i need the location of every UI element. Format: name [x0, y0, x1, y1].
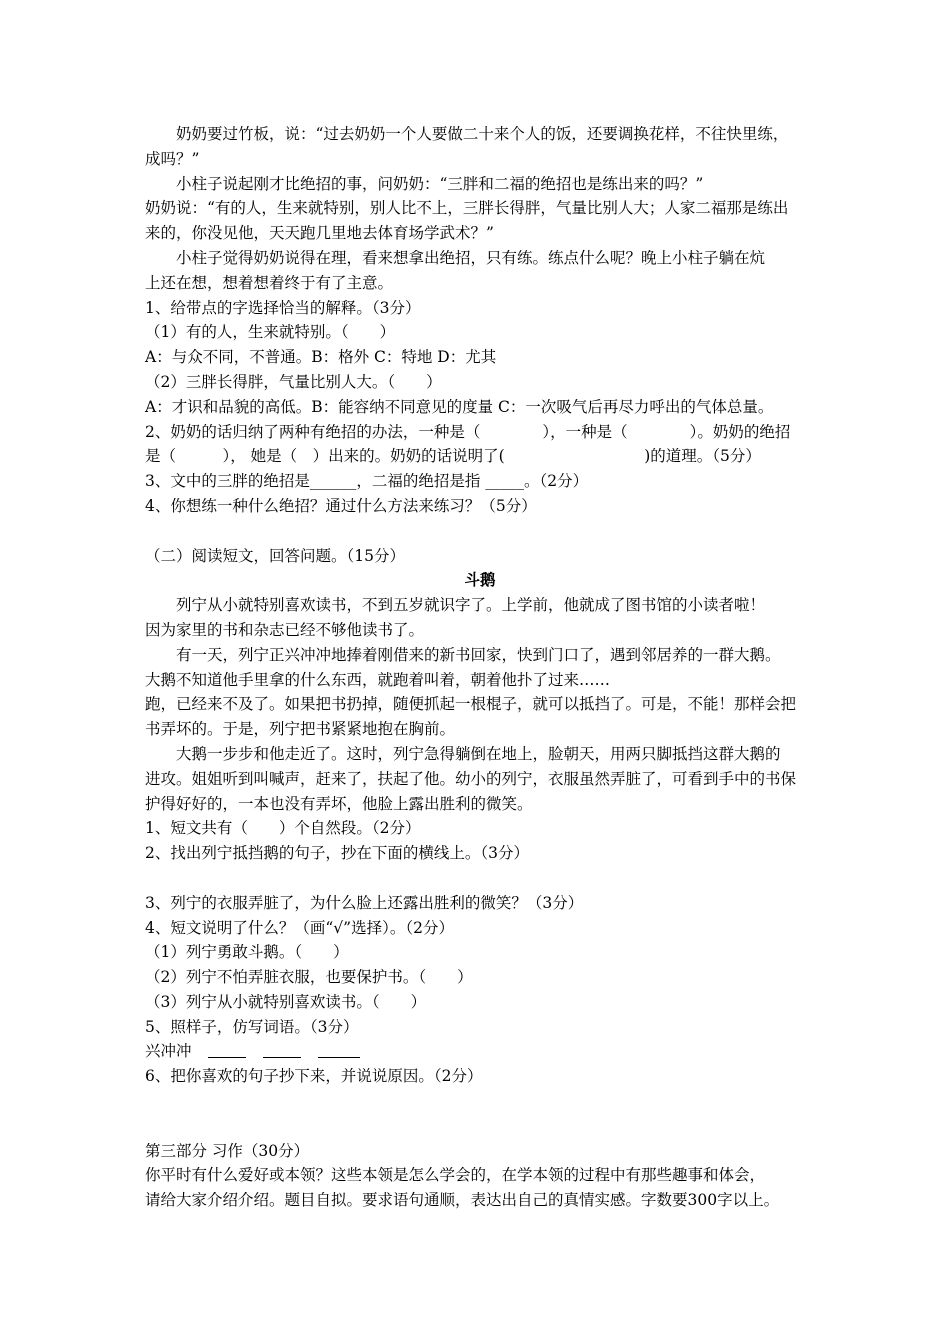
option-line: （1）列宁勇敢斗鹅。（ ）	[145, 943, 349, 962]
question-line: 5、照样子，仿写词语。（3分）	[145, 1017, 359, 1036]
question-line: 4、短文说明了什么？（画“√”选择）。（2分）	[145, 918, 454, 937]
answer-space	[145, 866, 815, 891]
question-line: （2）三胖长得胖，气量比别人大。（ ）	[145, 372, 442, 391]
question-line: 6、把你喜欢的句子抄下来，并说说原因。（2分）	[145, 1067, 483, 1086]
story-line: 因为家里的书和杂志已经不够他读书了。	[145, 620, 425, 639]
story-line: 有一天，列宁正兴冲冲地捧着刚借来的新书回家，快到门口了，遇到邻居养的一群大鹅。	[176, 645, 781, 664]
option-line: （2）列宁不怕弄脏衣服，也要保护书。（ ）	[145, 968, 473, 987]
spacer	[145, 1089, 815, 1114]
question-line: 4、你想练一种什么绝招？通过什么方法来练习？（5分）	[145, 496, 537, 515]
section-heading: 第三部分 习作（30分）	[145, 1141, 310, 1160]
answer-blank[interactable]	[208, 1041, 246, 1058]
passage-line: 小柱子觉得奶奶说得在理，看来想拿出绝招，只有练。练点什么呢？晚上小柱子躺在炕	[176, 248, 766, 267]
word-example-line	[145, 1039, 815, 1064]
story-line: 书弄坏的。于是，列宁把书紧紧地抱在胸前。	[145, 720, 456, 739]
story-line: 进攻。姐姐听到叫喊声，赶来了，扶起了他。幼小的列宁，衣服虽然弄脏了，可看到手中的书保	[145, 769, 797, 788]
exam-page	[145, 122, 815, 1213]
answer-blank[interactable]	[318, 1041, 360, 1058]
story-line: 大鹅不知道他手里拿的什么东西，就跑着叫着，朝着他扑了过来……	[145, 670, 611, 689]
essay-prompt-line: 你平时有什么爱好或本领？这些本领是怎么学会的，在学本领的过程中有那些趣事和体会，	[145, 1166, 766, 1185]
option-line: （3）列宁从小就特别喜欢读书。（ ）	[145, 992, 427, 1011]
passage-line: 奶奶说：“有的人，生来就特别，别人比不上，三胖长得胖，气量比别人大；人家二福那是练出	[145, 199, 789, 218]
question-line: 是（ ）， 她是（ ）出来的。奶奶的话说明了( )的道理。（5分）	[145, 447, 761, 466]
question-line: （1）有的人，生来就特别。（ ）	[145, 323, 396, 342]
question-line: 2、找出列宁抵挡鹅的句子，抄在下面的横线上。（3分）	[145, 844, 529, 863]
question-line: 1、给带点的字选择恰当的解释。（3分）	[145, 298, 421, 317]
passage-line: 成吗？”	[145, 149, 200, 168]
question-line: 1、短文共有（ ）个自然段。（2分）	[145, 819, 421, 838]
story-title: 斗鹅	[464, 570, 496, 590]
essay-prompt-line: 请给大家介绍介绍。题目自拟。要求语句通顺，表达出自己的真情实感。字数要300字以上。	[145, 1191, 780, 1210]
question-line: 2、奶奶的话归纳了两种有绝招的办法，一种是（ ），一种是（ ）。奶奶的绝招	[145, 422, 791, 441]
story-line: 列宁从小就特别喜欢读书，不到五岁就识字了。上学前，他就成了图书馆的小读者啦！	[176, 596, 766, 615]
story-line: 大鹅一步步和他走近了。这时，列宁急得躺倒在地上，脸朝天，用两只脚抵挡这群大鹅的	[176, 744, 781, 763]
passage-line: 奶奶要过竹板，说：“过去奶奶一个人要做二十来个人的饭，还要调换花样，不往快里练，	[176, 125, 789, 143]
passage-line: 上还在想，想着想着终于有了主意。	[145, 273, 394, 292]
question-line: 3、文中的三胖的绝招是______，二福的绝招是指 _____。（2分）	[145, 472, 589, 491]
section-heading: （二）阅读短文，回答问题。（15分）	[145, 546, 405, 565]
answer-blank[interactable]	[263, 1041, 301, 1058]
question-line: 3、列宁的衣服弄脏了，为什么脸上还露出胜利的微笑？（3分）	[145, 893, 584, 912]
spacer	[145, 519, 815, 544]
question-line: A：才识和品貌的高低。B：能容纳不同意见的度量 C：一次吸气后再尽力呼出的气体总量。	[145, 397, 774, 416]
story-line: 护得好好的，一本也没有弄坏，他脸上露出胜利的微笑。	[145, 794, 533, 813]
story-line: 跑，已经来不及了。如果把书扔掉，随便抓起一根棍子，就可以抵挡了。可是，不能！那样会把	[145, 695, 797, 714]
passage-line: 来的，你没见他，天天跑几里地去体育场学武术？”	[145, 224, 494, 243]
spacer	[145, 1114, 815, 1139]
question-line: A：与众不同，不普通。B：格外 C：特地 D：尤其	[145, 348, 497, 367]
passage-line: 小柱子说起刚才比绝招的事，问奶奶：“三胖和二福的绝招也是练出来的吗？”	[176, 174, 704, 193]
word-example: 兴冲冲	[145, 1042, 192, 1061]
